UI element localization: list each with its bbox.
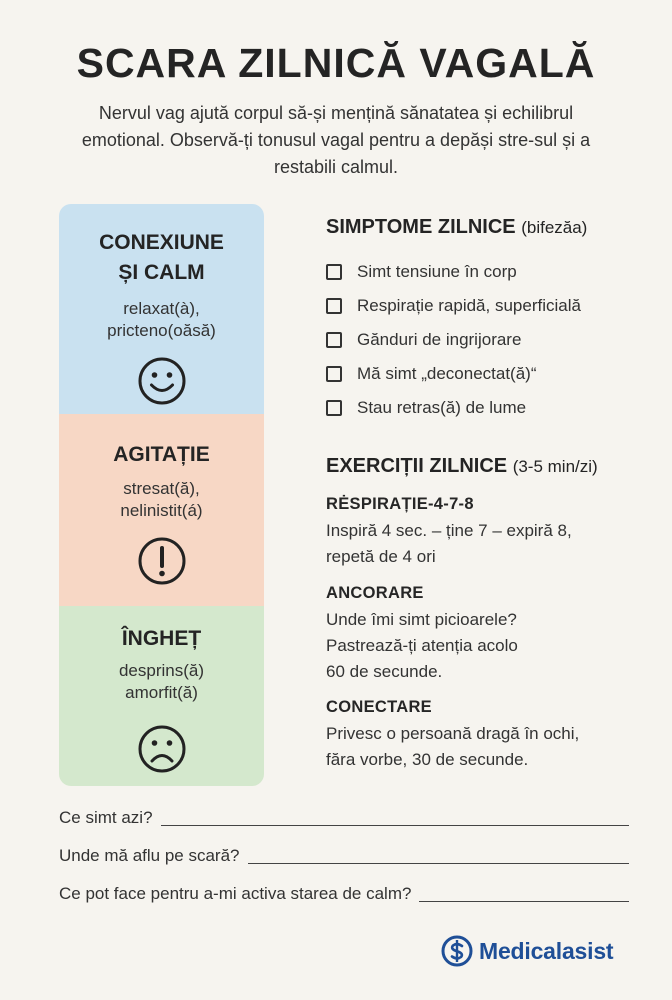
page-title: SCARA ZILNICĂ VAGALĂ <box>76 40 596 86</box>
zone-agitation-title: AGITAȚIE <box>113 443 210 466</box>
zone-calm-title-line2: ȘI CALM <box>118 261 205 284</box>
symptom-checkbox-row[interactable] <box>326 362 537 386</box>
smile-face-icon <box>137 356 187 406</box>
checkbox[interactable] <box>326 264 342 280</box>
zone-freeze <box>59 606 264 786</box>
exercises-heading-text: EXERCIȚII ZILNICE <box>326 455 508 477</box>
vagal-ladder <box>59 204 264 786</box>
exclamation-circle-icon <box>137 536 187 586</box>
dollar-circle-logo-icon <box>441 935 473 967</box>
zone-calm-title-line1: CONEXIUNE <box>99 231 224 254</box>
exercises-heading <box>326 455 598 478</box>
zone-calm-desc-line2: pricteno(oăsă) <box>107 321 216 340</box>
question-row[interactable] <box>59 808 629 828</box>
intro-text: Nervul vag ajută corpul să-și mențină sănatatea și echilibrul emotional. Observă-ți tonusul vagal pentru a depăși stre-sul și a restabili calmul. <box>81 103 591 177</box>
symptom-label: Respirație rapidă, superficială <box>357 296 581 315</box>
symptom-checkbox-row[interactable] <box>326 260 517 284</box>
exercise-text-breathing: Inspiră 4 sec. – ține 7 – expiră 8, repetă de 4 ori <box>326 521 572 566</box>
symptoms-heading <box>326 216 587 239</box>
symptoms-heading-text: SIMPTOME ZILNICE <box>326 216 516 238</box>
question-label: Ce simt azi? <box>59 808 153 827</box>
symptom-label: Gănduri de ingrijorare <box>357 330 522 349</box>
zone-freeze-desc-line2: amorfit(ă) <box>125 683 198 702</box>
question-row[interactable] <box>59 846 629 866</box>
question-label: Ce pot face pentru a-mi activa starea de calm? <box>59 884 412 903</box>
brand-name: Medicalasist <box>479 937 614 964</box>
zone-connection-calm <box>59 204 264 414</box>
symptom-checkbox-row[interactable] <box>326 294 581 318</box>
checkbox[interactable] <box>326 298 342 314</box>
symptom-checkbox-row[interactable] <box>326 396 526 420</box>
symptoms-heading-note: (bifezăa) <box>521 218 588 237</box>
zone-freeze-desc-line1: desprins(ă) <box>118 661 205 680</box>
checkbox[interactable] <box>326 366 342 382</box>
checkbox[interactable] <box>326 400 342 416</box>
exercise-text-connecting: Privesc o persoană dragă în ochi, făra vorbe, 30 de secunde. <box>326 724 580 769</box>
question-row[interactable] <box>59 884 629 904</box>
symptom-checkbox-row[interactable] <box>326 328 521 352</box>
exercise-title-connecting: CONECTARE <box>326 698 432 716</box>
exercise-text-anchoring: Unde îmi simt picioarele? Pastrează-ți atenția acolo 60 de secunde. <box>326 610 518 681</box>
question-label: Unde mă aflu pe scară? <box>59 846 240 865</box>
symptom-label: Stau retras(ă) de lume <box>357 398 527 417</box>
exercises-heading-note: (3-5 min/zi) <box>512 457 598 476</box>
zone-calm-desc-line1: relaxat(à), <box>123 299 200 318</box>
answer-line[interactable] <box>161 824 629 826</box>
zone-agitation-desc-line1: stresat(ă), <box>123 479 200 498</box>
zone-freeze-title: ÎNGHEȚ <box>121 627 202 650</box>
answer-line[interactable] <box>419 900 629 902</box>
answer-line[interactable] <box>248 862 630 864</box>
sad-face-icon <box>137 724 187 774</box>
symptom-label: Mă simt „deconectat(ă)“ <box>357 364 537 383</box>
exercise-title-anchoring: ANCORARE <box>326 584 424 602</box>
zone-agitation-desc-line2: nelinistit(á) <box>120 501 203 520</box>
symptom-label: Simt tensiune în corp <box>357 262 517 281</box>
exercise-title-breathing: RĖSPIRAȚIE-4-7-8 <box>326 495 474 513</box>
checkbox[interactable] <box>326 332 342 348</box>
brand-logo <box>441 935 613 967</box>
zone-agitation <box>59 414 264 606</box>
